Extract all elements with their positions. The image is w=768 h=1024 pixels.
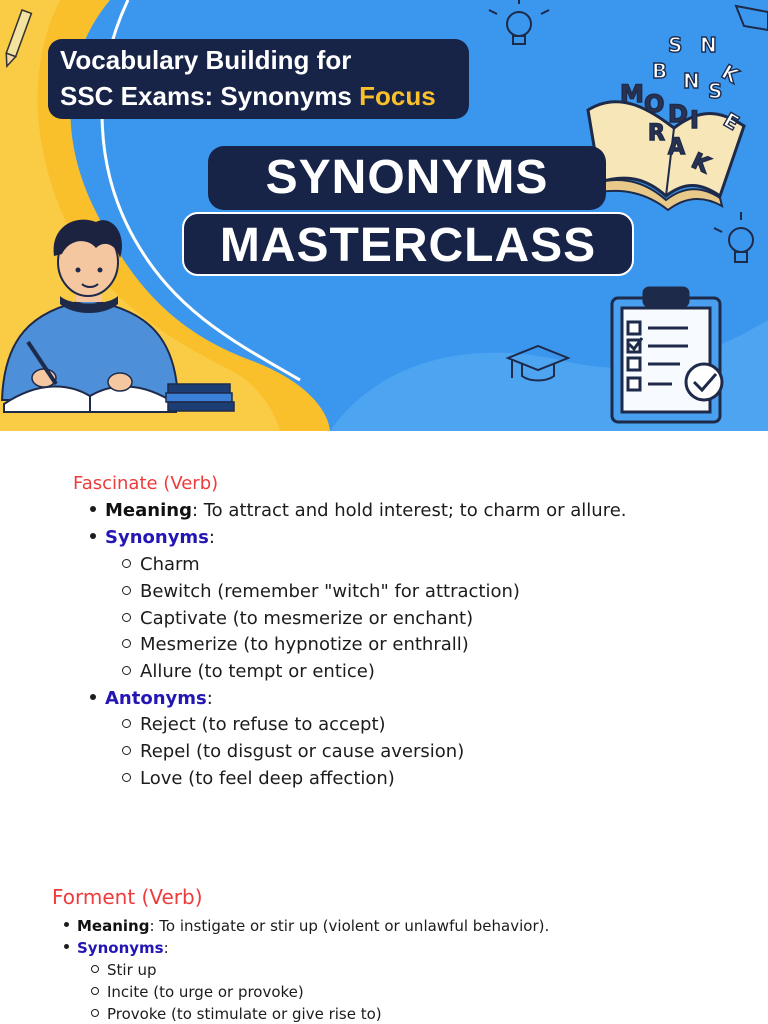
svg-text:K: K bbox=[717, 59, 743, 89]
antonyms-label: Antonyms bbox=[105, 688, 207, 709]
circle-bullet-icon bbox=[122, 666, 131, 675]
svg-text:D: D bbox=[668, 100, 688, 128]
svg-text:N: N bbox=[683, 69, 700, 93]
list-item bbox=[91, 983, 304, 1001]
bullet-icon bbox=[90, 506, 96, 512]
list-item bbox=[122, 554, 200, 575]
synonym-text: Provoke (to stimulate or give rise to) bbox=[107, 1005, 382, 1023]
graduation-cap-icon bbox=[736, 6, 768, 30]
list-item bbox=[91, 1005, 382, 1023]
meaning-row bbox=[90, 500, 627, 521]
banner-title-line2 bbox=[60, 81, 436, 112]
svg-text:S: S bbox=[708, 79, 723, 103]
list-item bbox=[122, 661, 375, 682]
svg-text:E: E bbox=[719, 107, 744, 136]
synonyms-row bbox=[90, 527, 215, 548]
svg-text:R: R bbox=[648, 121, 665, 146]
synonym-text: Stir up bbox=[107, 961, 157, 979]
synonym-text: Captivate (to mesmerize or enchant) bbox=[140, 608, 474, 629]
list-item bbox=[122, 768, 395, 789]
synonym-text: Mesmerize (to hypnotize or enthrall) bbox=[140, 634, 469, 655]
list-item bbox=[91, 961, 157, 979]
banner-title-highlight: Focus bbox=[359, 81, 436, 111]
circle-bullet-icon bbox=[91, 987, 99, 995]
synonym-text: Allure (to tempt or entice) bbox=[140, 661, 375, 682]
headline-masterclass bbox=[182, 212, 634, 276]
synonym-text: Incite (to urge or provoke) bbox=[107, 983, 304, 1001]
book-icon bbox=[588, 102, 744, 210]
synonyms-colon: : bbox=[208, 527, 215, 548]
meaning-text: : To attract and hold interest; to charm or allure. bbox=[191, 500, 627, 521]
lightbulb-icon bbox=[489, 0, 549, 44]
circle-bullet-icon bbox=[122, 586, 131, 595]
svg-text:N: N bbox=[700, 33, 717, 57]
svg-text:M: M bbox=[620, 80, 644, 108]
circle-bullet-icon bbox=[122, 559, 131, 568]
lightbulb-icon-2 bbox=[714, 212, 753, 262]
svg-text:I: I bbox=[690, 106, 699, 134]
antonym-text: Repel (to disgust or cause aversion) bbox=[140, 741, 465, 762]
circle-bullet-icon bbox=[91, 1009, 99, 1017]
synonyms-row bbox=[64, 939, 169, 957]
list-item bbox=[122, 608, 473, 629]
synonym-text: Bewitch (remember "witch" for attraction) bbox=[140, 581, 520, 602]
circle-bullet-icon bbox=[122, 639, 131, 648]
list-item bbox=[122, 714, 386, 735]
meaning-text: : To instigate or stir up (violent or unlawful behavior). bbox=[149, 917, 550, 935]
synonyms-label: Synonyms bbox=[105, 527, 209, 548]
synonyms-label: Synonyms bbox=[77, 939, 164, 957]
word-heading: Forment (Verb) bbox=[52, 885, 203, 909]
antonyms-colon: : bbox=[206, 688, 213, 709]
clipboard-checklist-icon bbox=[612, 288, 722, 422]
hero-banner bbox=[0, 0, 768, 431]
circle-bullet-icon bbox=[122, 613, 131, 622]
circle-bullet-icon bbox=[122, 719, 131, 728]
antonym-text: Love (to feel deep affection) bbox=[140, 768, 395, 789]
bullet-icon bbox=[90, 694, 96, 700]
svg-text:S: S bbox=[668, 33, 683, 57]
word-heading: Fascinate (Verb) bbox=[73, 473, 219, 494]
meaning-label: Meaning bbox=[105, 500, 192, 521]
circle-bullet-icon bbox=[91, 965, 99, 973]
document-body bbox=[0, 431, 768, 1024]
bullet-icon bbox=[90, 533, 96, 539]
synonyms-colon: : bbox=[163, 939, 169, 957]
list-item bbox=[122, 634, 469, 655]
banner-title-line1: Vocabulary Building for bbox=[60, 45, 352, 75]
circle-bullet-icon bbox=[122, 746, 131, 755]
headline-synonyms bbox=[208, 146, 606, 210]
antonyms-row bbox=[90, 688, 213, 709]
bullet-icon bbox=[64, 944, 69, 949]
svg-text:A: A bbox=[668, 135, 686, 160]
banner-title-box bbox=[48, 39, 469, 119]
headline-synonyms-text: SYNONYMS bbox=[265, 151, 549, 204]
list-item bbox=[122, 741, 464, 762]
bullet-icon bbox=[64, 922, 69, 927]
circle-bullet-icon bbox=[122, 773, 131, 782]
synonym-text: Charm bbox=[140, 554, 200, 575]
headline-masterclass-text: MASTERCLASS bbox=[219, 219, 597, 272]
list-item bbox=[122, 581, 520, 602]
svg-text:K: K bbox=[687, 148, 714, 179]
meaning-label: Meaning bbox=[77, 917, 150, 935]
banner-title-line2-prefix: SSC Exams: Synonyms bbox=[60, 81, 360, 111]
svg-text:B: B bbox=[652, 59, 668, 83]
meaning-row bbox=[64, 917, 549, 935]
antonym-text: Reject (to refuse to accept) bbox=[140, 714, 386, 735]
svg-text:O: O bbox=[644, 90, 665, 118]
